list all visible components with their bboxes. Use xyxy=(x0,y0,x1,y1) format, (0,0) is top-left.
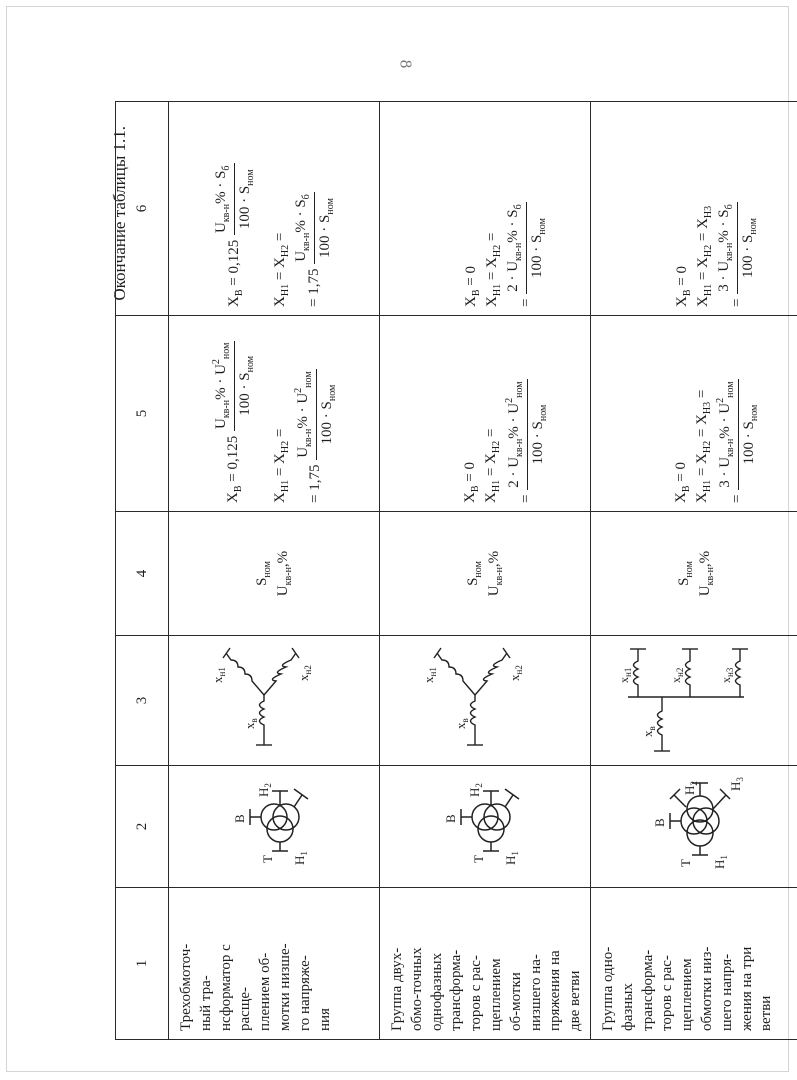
terminal-label: T xyxy=(678,859,694,867)
equivalent-circuit xyxy=(380,636,591,766)
column-number-row xyxy=(116,102,169,1040)
formula-cell-col5 xyxy=(169,316,380,512)
table-row xyxy=(169,102,380,1040)
reactance-label: $x_в$ xyxy=(453,718,471,729)
rotated-table-sheet xyxy=(115,102,775,1040)
terminal-label: T xyxy=(471,855,487,863)
terminal-label: $H_1$ xyxy=(503,851,521,865)
formula-line: $X_B = 0,125$ $U_{кв-н}\% \cdot S_б$ $100 \cdot S_{ном}$ xyxy=(212,165,256,307)
column-number: 3 xyxy=(116,636,169,766)
formula-line: $X_{H1} = X_{H2}$ = xyxy=(271,428,291,503)
three-branch-transformer-symbol-icon xyxy=(594,765,792,887)
transformer-symbol xyxy=(380,766,591,888)
transformer-name: Трехобмоточ- ный тра- нсформатор с расще- плением об- мотки низше- го напряже- ния xyxy=(169,888,380,1040)
star-equivalent-circuit-icon xyxy=(172,635,370,765)
transformer-name: Группа двух- обмо-точных однофазных трансформа- торов с рас- щеплением об-мотки низшего на- пряжения на две ветви xyxy=(380,888,591,1040)
formula-line: = $3 \cdot U_{кв-н}\% \cdot S_б$ $100 \cdot S_{ном}$ xyxy=(715,204,759,307)
column-number: 4 xyxy=(116,512,169,636)
terminal-label: $H_2$ xyxy=(467,783,485,797)
transformer-symbol xyxy=(591,766,797,888)
formula-line: = $2 \cdot U_{кв-н}\% \cdot U^2_{ном}$ $100 \cdot S_{ном}$ xyxy=(503,381,549,503)
terminal-label: B xyxy=(443,814,459,823)
reactance-label: $x_в$ xyxy=(640,726,658,737)
formula-line: $X_{H1} = X_{H2}$ = xyxy=(482,428,502,503)
split-winding-transformer-symbol-icon xyxy=(383,765,581,887)
formula-cell-col6 xyxy=(591,102,797,316)
formula-line: $X_{H1} = X_{H2} = X_{H3}$ xyxy=(694,205,714,307)
reactance-label: $x_{н3}$ xyxy=(719,667,736,683)
equivalent-circuit xyxy=(169,636,380,766)
three-branch-equivalent-circuit-icon xyxy=(594,635,792,765)
terminal-label: $H_1$ xyxy=(712,855,730,869)
column-number: 2 xyxy=(116,766,169,888)
reactance-label: $x_{н2}$ xyxy=(507,665,525,681)
reactance-label: $x_{н1}$ xyxy=(617,667,634,683)
terminal-label: $H_2$ xyxy=(256,783,274,797)
terminal-label: B xyxy=(652,818,668,827)
terminal-label: $H_1$ xyxy=(292,851,310,865)
formula-cell-col6 xyxy=(380,102,591,316)
split-winding-transformer-symbol-icon xyxy=(172,765,370,887)
column-number: 1 xyxy=(116,888,169,1040)
formula-line: = 1,75 $U_{кв-н}\% \cdot S_б$ $100 \cdot S_{ном}$ xyxy=(292,194,336,307)
table-row xyxy=(380,102,591,1040)
formula-line: $X_{H1} = X_{H2}$ = xyxy=(483,232,503,307)
formula-line: $X_{H1} = X_{H2}$ = xyxy=(271,232,291,307)
formula-line: $X_B = 0$ xyxy=(673,266,693,307)
parameters-cell: $S_{ном}$ $U_{кв-н},\%$ xyxy=(380,512,591,636)
formula-line: $X_B = 0,125$ $U_{кв-н}\% \cdot U^2_{ном}$ $100 \cdot S_{ном}$ xyxy=(210,342,256,503)
terminal-label: B xyxy=(232,814,248,823)
formula-line: $X_B = 0$ xyxy=(462,266,482,307)
terminal-label: T xyxy=(260,855,276,863)
formula-cell-col5 xyxy=(380,316,591,512)
reactance-label: $x_{н2}$ xyxy=(296,665,314,681)
terminal-label: $H_2$ xyxy=(682,781,700,795)
formula-line: $X_B = 0$ xyxy=(672,462,692,503)
column-number: 5 xyxy=(116,316,169,512)
transformer-table xyxy=(115,101,797,1040)
terminal-label: $H_3$ xyxy=(728,777,746,791)
table-row xyxy=(591,102,797,1040)
formula-line: = $2 \cdot U_{кв-н}\% \cdot S_б$ $100 \cdot S_{ном}$ xyxy=(504,204,548,307)
formula-cell-col6 xyxy=(169,102,380,316)
formula-line: $X_B = 0$ xyxy=(461,462,481,503)
column-number: 6 xyxy=(116,102,169,316)
reactance-label: $x_в$ xyxy=(242,718,260,729)
parameters-cell: $S_{ном}$ $U_{кв-н},\%$ xyxy=(591,512,797,636)
formula-line: = $3 \cdot U_{кв-н}\% \cdot U^2_{ном}$ $100 \cdot S_{ном}$ xyxy=(714,381,760,503)
reactance-label: $x_{н1}$ xyxy=(421,667,439,683)
equivalent-circuit xyxy=(591,636,797,766)
formula-line: = 1,75 $U_{кв-н}\% \cdot U^2_{ном}$ $100 \cdot S_{ном}$ xyxy=(292,371,338,503)
star-equivalent-circuit-icon xyxy=(383,635,581,765)
formula-line: $X_{H1} = X_{H2} = X_{H3}$ = xyxy=(693,389,713,503)
parameters-cell: $S_{ном}$ $U_{кв-н},\%$ xyxy=(169,512,380,636)
reactance-label: $x_{н2}$ xyxy=(669,667,686,683)
transformer-name: Группа одно- фазных трансформа- торов с рас- щеплением обмотки низ- шего напря- жения на три ветви xyxy=(591,888,797,1040)
formula-cell-col5 xyxy=(591,316,797,512)
page-number: 8 xyxy=(396,59,416,69)
transformer-symbol xyxy=(169,766,380,888)
reactance-label: $x_{н1}$ xyxy=(210,667,228,683)
table-continuation-caption: Окончание таблицы 1.1. xyxy=(110,126,129,301)
